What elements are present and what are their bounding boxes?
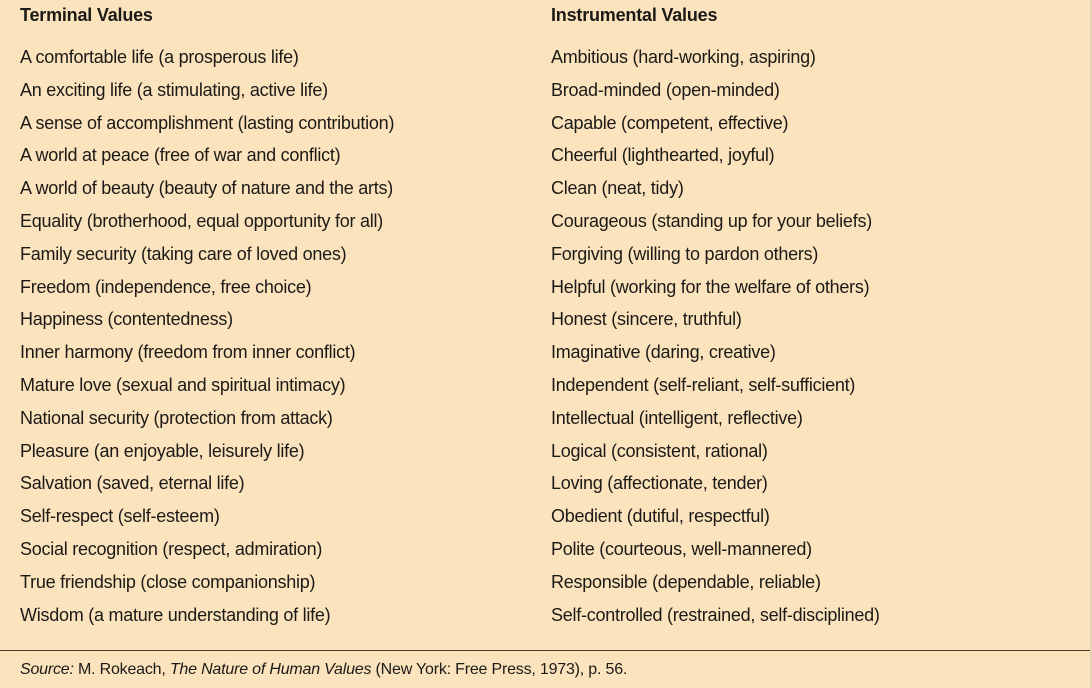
instrumental-value-list-item: Obedient (dutiful, respectful) — [551, 506, 770, 527]
terminal-values-header: Terminal Values — [20, 5, 153, 25]
terminal-value-list-item: True friendship (close companionship) — [20, 571, 316, 592]
instrumental-value-list-item: Courageous (standing up for your beliefs) — [551, 210, 872, 231]
instrumental-value-list-item: Capable (competent, effective) — [551, 112, 789, 133]
instrumental-value-list-item: Polite (courteous, well-mannered) — [551, 538, 812, 559]
instrumental-value-list-item: Cheerful (lighthearted, joyful) — [551, 145, 775, 166]
terminal-value-list-item: Mature love (sexual and spiritual intimacy) — [20, 374, 346, 395]
source-label: Source: — [20, 661, 74, 678]
instrumental-value-list-item: Responsible (dependable, reliable) — [551, 571, 821, 592]
instrumental-values-column — [551, 2, 1081, 631]
instrumental-value-list-item: Broad-minded (open-minded) — [551, 79, 780, 100]
terminal-value-list-item: A world of beauty (beauty of nature and the arts) — [20, 178, 393, 199]
source-citation — [20, 658, 627, 682]
terminal-value-list-item: A sense of accomplishment (lasting contribution) — [20, 112, 395, 133]
terminal-value-list-item: Wisdom (a mature understanding of life) — [20, 604, 331, 625]
terminal-values-list — [20, 41, 540, 631]
instrumental-value-list-item: Loving (affectionate, tender) — [551, 473, 768, 494]
terminal-value-list-item: Family security (taking care of loved ones) — [20, 243, 347, 264]
terminal-value-list-item: Social recognition (respect, admiration) — [20, 538, 323, 559]
instrumental-values-list — [551, 41, 1081, 631]
terminal-value-list-item: National security (protection from attack) — [20, 407, 333, 428]
terminal-value-list-item: A comfortable life (a prosperous life) — [20, 47, 299, 67]
instrumental-value-list-item: Self-controlled (restrained, self-disciplined) — [551, 604, 880, 625]
terminal-value-list-item: Salvation (saved, eternal life) — [20, 473, 245, 494]
terminal-values-column — [20, 2, 540, 631]
instrumental-value-list-item: Ambitious (hard-working, aspiring) — [551, 47, 816, 67]
instrumental-value-list-item: Clean (neat, tidy) — [551, 178, 684, 199]
instrumental-value-list-item: Logical (consistent, rational) — [551, 440, 768, 461]
footer-divider — [0, 650, 1090, 651]
source-details: (New York: Free Press, 1973), p. 56. — [371, 661, 628, 678]
instrumental-value-list-item: Forgiving (willing to pardon others) — [551, 243, 819, 264]
terminal-value-list-item: Equality (brotherhood, equal opportunity for all) — [20, 210, 383, 231]
instrumental-value-list-item: Honest (sincere, truthful) — [551, 309, 742, 330]
terminal-value-list-item: Happiness (contentedness) — [20, 309, 233, 330]
instrumental-value-list-item: Helpful (working for the welfare of others) — [551, 276, 870, 297]
terminal-value-list-item: A world at peace (free of war and conflict) — [20, 145, 341, 166]
source-book-title: The Nature of Human Values — [169, 661, 372, 678]
instrumental-value-list-item: Intellectual (intelligent, reflective) — [551, 407, 803, 428]
instrumental-values-header: Instrumental Values — [551, 5, 718, 25]
terminal-value-list-item: Self-respect (self-esteem) — [20, 506, 220, 527]
terminal-value-list-item: Inner harmony (freedom from inner conflict) — [20, 342, 356, 363]
source-author: M. Rokeach, — [73, 661, 170, 678]
terminal-value-list-item: Freedom (independence, free choice) — [20, 276, 312, 297]
instrumental-value-list-item: Independent (self-reliant, self-sufficient) — [551, 374, 856, 395]
terminal-value-list-item: Pleasure (an enjoyable, leisurely life) — [20, 440, 305, 461]
instrumental-value-list-item: Imaginative (daring, creative) — [551, 342, 776, 363]
terminal-value-list-item: An exciting life (a stimulating, active life) — [20, 79, 328, 100]
